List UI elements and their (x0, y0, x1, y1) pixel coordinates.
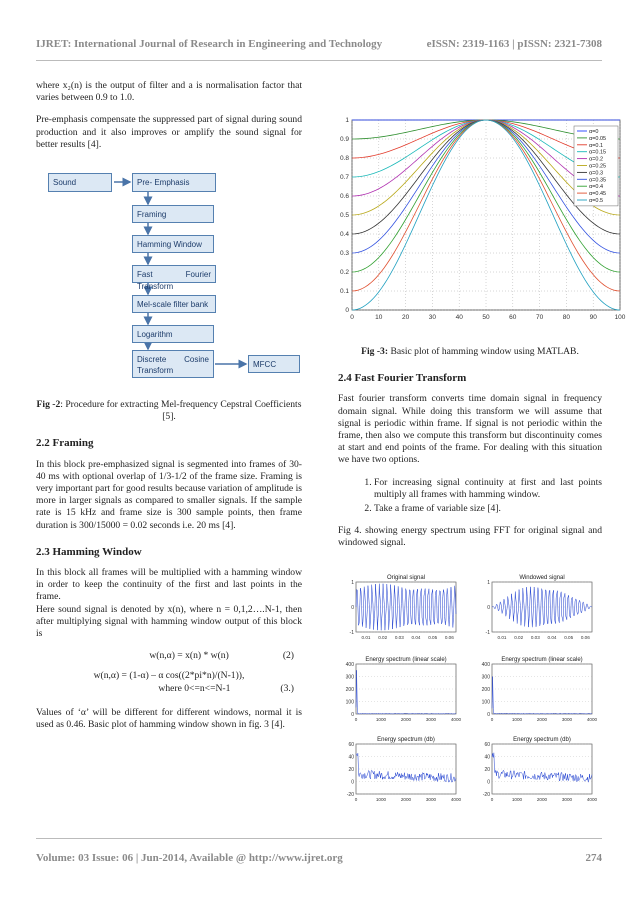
x-tick-label: 1000 (375, 797, 387, 802)
energy-spectrum-figure (336, 568, 604, 816)
right-column (338, 346, 602, 560)
flow-sound: Sound (48, 173, 112, 192)
x-tick-label: 0.03 (394, 635, 404, 640)
fig3-caption (338, 346, 602, 358)
x-tick-label: 90 (589, 314, 597, 321)
y-tick-label: 0.3 (339, 250, 349, 257)
y-tick-label: 20 (348, 767, 354, 773)
x-tick-label: 0 (350, 314, 354, 321)
x-tick-label: 2000 (536, 717, 548, 722)
x-tick-label: 0.06 (580, 635, 590, 640)
x-tick-label: 10 (375, 314, 383, 321)
panel-title: Energy spectrum (db) (513, 737, 571, 743)
y-tick-label: 200 (481, 687, 490, 693)
x-tick-label: 0 (490, 797, 494, 802)
legend-label: α=0.15 (589, 149, 607, 156)
y-tick-label: 0.9 (339, 136, 349, 143)
x-tick-label: 3000 (561, 717, 573, 722)
x-tick-label: 2000 (536, 797, 548, 802)
legend-label: α=0.2 (589, 156, 604, 163)
x-tick-label: 4000 (450, 797, 462, 802)
y-tick-label: 200 (345, 687, 354, 693)
legend-label: α=0.35 (589, 177, 607, 184)
heading-hamming: 2.3 Hamming Window (36, 545, 142, 558)
x-tick-label: 30 (428, 314, 437, 321)
footer-rule (36, 838, 602, 839)
legend-label: α=0.4 (589, 184, 604, 191)
y-tick-label: 0.7 (339, 174, 349, 181)
legend-label: α=0.05 (589, 135, 607, 142)
equation-3a: w(n,α) = (1-α) – α cos((2*pi*n)/(N-1)), (93, 670, 245, 682)
y-tick-label: -1 (349, 630, 354, 636)
legend-label: α=0.3 (589, 170, 604, 177)
panel-title: Windowed signal (519, 575, 565, 581)
x-tick-label: 50 (482, 314, 490, 321)
x-tick-label: 0.02 (378, 635, 388, 640)
y-tick-label: 400 (481, 662, 490, 668)
y-tick-label: 300 (345, 674, 354, 681)
footer-volume: Volume: 03 Issue: 06 | Jun-2014, Available @ http://www.ijret.org (36, 852, 343, 864)
y-tick-label: 0 (351, 712, 354, 718)
y-tick-label: 1 (345, 117, 349, 124)
x-tick-label: 1000 (375, 717, 387, 722)
y-tick-label: 60 (484, 742, 490, 748)
fft-options-list (338, 477, 602, 516)
x-tick-label: 0.06 (444, 635, 454, 640)
fig4-intro: Fig 4. showing energy spectrum using FFT for original signal and windowed signal. (338, 525, 602, 549)
y-tick-label: 60 (348, 742, 354, 748)
flow-pre-emphasis: Pre- Emphasis (132, 173, 216, 192)
flow-dct: Discrete Cosine Transform (132, 350, 214, 378)
equation-2: w(n,α) = x(n) * w(n) (2) (149, 650, 294, 662)
y-tick-label: 0.6 (339, 193, 349, 200)
x-tick-label: 0.04 (411, 635, 421, 640)
x-tick-label: 4000 (586, 797, 598, 802)
y-tick-label: -1 (485, 630, 490, 636)
panel-title: Original signal (386, 575, 426, 581)
y-tick-label: 100 (345, 699, 354, 706)
x-tick-label: 3000 (425, 797, 437, 802)
x-tick-label: 0.02 (514, 635, 524, 640)
y-tick-label: -20 (482, 792, 490, 798)
panel-title: Energy spectrum (linear scale) (501, 657, 583, 663)
framing-para: In this block pre-emphasized signal is segmented into frames of 30-40 ms with optional overlap of 1/3-1/2 of the frame size. Framing is very important part for good results because variation of amplitude is more in larger signals as compared to smaller signals. If the sample rate is 15 kHz and frame size is 300 sample points, then frame duration is 300/15000 = 0.02 seconds i.e. 20 ms [4]. (36, 458, 302, 531)
y-tick-label: 300 (481, 674, 490, 681)
flow-mel: Mel-scale filter bank (132, 295, 216, 313)
x-tick-label: 20 (401, 314, 410, 321)
x-tick-label: 1000 (511, 717, 523, 722)
y-tick-label: 0.5 (339, 212, 349, 219)
y-tick-label: 0 (487, 605, 490, 611)
legend-label: α=0.25 (589, 163, 607, 170)
fig2-label: Fig -2 (36, 399, 61, 411)
equation-3b: where 0<=n<=N-1 (3.) (158, 682, 294, 694)
flow-fft: Fast Fourier Transform (132, 265, 216, 283)
x-tick-label: 40 (455, 314, 463, 321)
fig2-caption (36, 399, 302, 423)
y-tick-label: 100 (481, 699, 490, 706)
flow-logarithm: Logarithm (132, 325, 214, 343)
y-tick-label: 40 (348, 754, 354, 761)
page-number: 274 (585, 852, 602, 864)
y-tick-label: 400 (345, 662, 354, 668)
left-para-2: Pre-emphasis compensate the suppressed part of signal during sound production and it also improves or amplify the sound signal for better results [4]. (36, 114, 302, 150)
x-tick-label: 0.03 (530, 635, 540, 640)
x-tick-label: 4000 (450, 717, 462, 722)
hamming-para-3: Values of ‘α’ will be different for different windows, normal it is used as 0.46. Basic plot of hamming window shown in fig. 3 [4]. (36, 706, 302, 731)
heading-framing: 2.2 Framing (36, 437, 94, 450)
journal-title: IJRET: International Journal of Research in Engineering and Technology (36, 38, 383, 50)
list-item: 2. Take a frame of variable size [4]. (374, 503, 602, 515)
legend-label: α=0 (589, 129, 599, 135)
legend-label: α=0.1 (589, 142, 604, 149)
y-tick-label: 0 (351, 605, 354, 611)
y-tick-label: 0.1 (339, 288, 349, 295)
y-tick-label: 0 (345, 307, 349, 314)
mfcc-flowchart (48, 173, 308, 376)
fft-para: Fast fourier transform converts time domain signal in frequency domain signal. While doing this transform we will assume that signal is periodic within frame. If signal is not periodic within the frame, then also we compute this transform but discontinuity comes at start and end points of the frame. For dealing with this situation we have two options. (338, 393, 602, 466)
y-tick-label: 20 (484, 767, 490, 773)
y-tick-label: 0.8 (339, 155, 349, 162)
x-tick-label: 3000 (425, 717, 437, 722)
x-tick-label: 100 (614, 314, 626, 321)
x-tick-label: 2000 (400, 717, 412, 722)
heading-fft: 2.4 Fast Fourier Transform (338, 372, 467, 385)
panel-title: Energy spectrum (db) (377, 737, 435, 743)
x-tick-label: 0.05 (428, 635, 438, 640)
y-tick-label: 40 (484, 754, 490, 761)
issn: eISSN: 2319-1163 | pISSN: 2321-7308 (426, 38, 602, 50)
hamming-para-2: Here sound signal is denoted by x(n), where n = 0,1,2….N-1, then after multiplying signal with hamming window output of this block is (36, 603, 302, 640)
x-tick-label: 0.01 (361, 635, 371, 640)
y-tick-label: 1 (351, 580, 354, 586)
y-tick-label: 0.4 (339, 231, 349, 238)
flow-hamming: Hamming Window (132, 235, 214, 253)
x-tick-label: 0 (354, 717, 358, 722)
x-tick-label: 0.04 (547, 635, 557, 640)
flow-mfcc: MFCC (248, 355, 300, 373)
x-tick-label: 70 (535, 314, 544, 321)
header-rule (36, 60, 602, 61)
x-tick-label: 4000 (586, 717, 598, 722)
x-tick-label: 3000 (561, 797, 573, 802)
left-column (36, 80, 302, 741)
hamming-para-1: In this block all frames will be multiplied with a hamming window in order to keep the continuity of the first and last points in the frame. (36, 567, 302, 603)
fig3-text: Basic plot of hamming window using MATLAB. (388, 346, 579, 357)
y-tick-label: 0 (487, 779, 490, 786)
list-item: 1. For increasing signal continuity at first and last points multiply all frames with hamming window. (374, 477, 602, 501)
legend-label: α=0.45 (589, 191, 607, 198)
x-tick-label: 0 (354, 797, 358, 802)
fig3-label: Fig -3: (361, 346, 389, 357)
left-para-1: where x₂(n) is the output of filter and a is normalisation factor that varies between 0.9 to 1.0. (36, 80, 302, 104)
x-tick-label: 0.05 (564, 635, 574, 640)
hamming-window-chart (338, 112, 628, 330)
y-tick-label: 0 (487, 712, 490, 718)
panel-title: Energy spectrum (linear scale) (365, 657, 447, 663)
x-tick-label: 1000 (511, 797, 523, 802)
fig2-text: : Procedure for extracting Mel-frequency Cepstral Coefficients [5]. (60, 399, 302, 423)
flow-framing: Framing (132, 205, 214, 223)
x-tick-label: 60 (509, 314, 517, 321)
x-tick-label: 80 (562, 314, 571, 321)
x-tick-label: 0 (490, 717, 494, 722)
y-tick-label: -20 (346, 792, 354, 798)
x-tick-label: 2000 (400, 797, 412, 802)
y-tick-label: 1 (487, 580, 490, 586)
legend-label: α=0.5 (589, 198, 604, 204)
x-tick-label: 0.01 (497, 635, 507, 640)
y-tick-label: 0 (351, 779, 354, 786)
y-tick-label: 0.2 (339, 269, 349, 276)
